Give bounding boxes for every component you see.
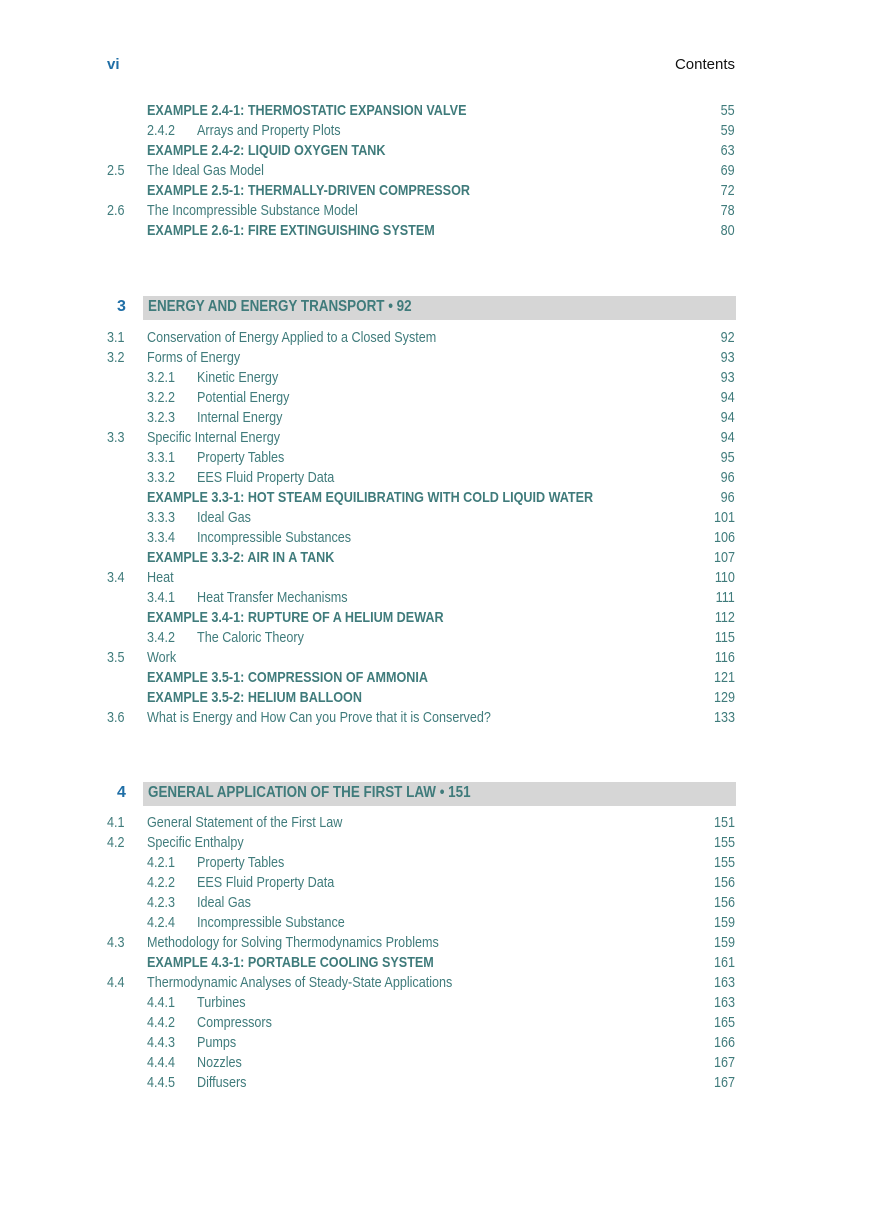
entry-title[interactable]: Incompressible Substances <box>197 529 352 546</box>
entry-title[interactable]: EXAMPLE 2.6-1: FIRE EXTINGUISHING SYSTEM <box>147 222 435 239</box>
entry-page-number: 151 <box>713 814 735 831</box>
entry-page-number: 163 <box>713 994 735 1011</box>
toc-section-entry[interactable] <box>0 813 870 833</box>
toc-section-entry[interactable] <box>0 833 870 853</box>
entry-number: 4.2 <box>107 834 125 851</box>
entry-number: 3.3.2 <box>147 469 176 486</box>
entry-number: 4.2.2 <box>147 874 176 891</box>
entry-page-number: 69 <box>720 162 735 179</box>
chapter-heading[interactable] <box>0 296 870 320</box>
toc-subsection-entry[interactable] <box>0 873 870 893</box>
toc-subsection-entry[interactable] <box>0 1013 870 1033</box>
toc-subsection-entry[interactable] <box>0 1073 870 1093</box>
entry-title[interactable]: EES Fluid Property Data <box>197 874 335 891</box>
entry-number: 3.1 <box>107 329 125 346</box>
entry-title[interactable]: Specific Internal Energy <box>147 429 281 446</box>
entry-title[interactable]: Forms of Energy <box>147 349 241 366</box>
toc-subsection-entry[interactable] <box>0 508 870 528</box>
toc-subsection-entry[interactable] <box>0 408 870 428</box>
entry-page-number: 115 <box>714 629 735 646</box>
entry-page-number: 78 <box>720 202 735 219</box>
entry-number: 4.2.1 <box>147 854 176 871</box>
entry-title[interactable]: EXAMPLE 3.5-1: COMPRESSION OF AMMONIA <box>147 669 428 686</box>
toc-section-entry[interactable] <box>0 933 870 953</box>
entry-page-number: 112 <box>714 609 735 626</box>
toc-example-entry[interactable] <box>0 688 870 708</box>
entry-title[interactable]: EXAMPLE 3.4-1: RUPTURE OF A HELIUM DEWAR <box>147 609 444 626</box>
entry-page-number: 96 <box>720 489 735 506</box>
entry-page-number: 93 <box>720 369 735 386</box>
entry-number: 3.4.1 <box>147 589 176 606</box>
entry-page-number: 94 <box>720 429 735 446</box>
entry-page-number: 63 <box>720 142 735 159</box>
entry-page-number: 116 <box>714 649 735 666</box>
entry-page-number: 106 <box>713 529 735 546</box>
entry-page-number: 95 <box>720 449 735 466</box>
entry-number: 3.4.2 <box>147 629 176 646</box>
entry-title[interactable]: Specific Enthalpy <box>147 834 244 851</box>
entry-title[interactable]: EXAMPLE 4.3-1: PORTABLE COOLING SYSTEM <box>147 954 434 971</box>
toc-subsection-entry[interactable] <box>0 388 870 408</box>
entry-title[interactable]: EXAMPLE 2.4-2: LIQUID OXYGEN TANK <box>147 142 386 159</box>
entry-page-number: 111 <box>715 589 735 606</box>
entry-page-number: 156 <box>713 894 735 911</box>
entry-number: 3.4 <box>107 569 125 586</box>
chapter-number: 3 <box>117 298 126 315</box>
entry-title[interactable]: The Ideal Gas Model <box>147 162 264 179</box>
entry-title[interactable]: General Statement of the First Law <box>147 814 343 831</box>
toc-section-entry[interactable] <box>0 648 870 668</box>
entry-page-number: 166 <box>713 1034 735 1051</box>
toc-subsection-entry[interactable] <box>0 468 870 488</box>
entry-title[interactable]: Heat Transfer Mechanisms <box>197 589 348 606</box>
running-title: Contents <box>674 56 735 73</box>
entry-number: 2.4.2 <box>147 122 176 139</box>
entry-page-number: 155 <box>713 834 735 851</box>
entry-page-number: 107 <box>713 549 735 566</box>
entry-title[interactable]: Arrays and Property Plots <box>197 122 341 139</box>
entry-page-number: 163 <box>713 974 735 991</box>
entry-title[interactable]: Kinetic Energy <box>197 369 279 386</box>
entry-title[interactable]: Internal Energy <box>197 409 283 426</box>
toc-example-entry[interactable] <box>0 608 870 628</box>
toc-subsection-entry[interactable] <box>0 628 870 648</box>
entry-page-number: 156 <box>713 874 735 891</box>
entry-number: 4.3 <box>107 934 125 951</box>
entry-title[interactable]: EES Fluid Property Data <box>197 469 335 486</box>
chapter-heading[interactable] <box>0 782 870 806</box>
toc-subsection-entry[interactable] <box>0 528 870 548</box>
toc-section-entry[interactable] <box>0 973 870 993</box>
chapter-number: 4 <box>117 784 126 801</box>
toc-subsection-entry[interactable] <box>0 448 870 468</box>
toc-example-entry[interactable] <box>0 181 870 201</box>
entry-page-number: 101 <box>713 509 735 526</box>
toc-example-entry[interactable] <box>0 668 870 688</box>
entry-title[interactable]: Thermodynamic Analyses of Steady-State Applications <box>147 974 453 991</box>
entry-title[interactable]: Property Tables <box>197 854 285 871</box>
entry-page-number: 161 <box>713 954 735 971</box>
entry-title[interactable]: EXAMPLE 3.3-2: AIR IN A TANK <box>147 549 335 566</box>
toc-subsection-entry[interactable] <box>0 893 870 913</box>
toc-section-entry[interactable] <box>0 201 870 221</box>
entry-title[interactable]: EXAMPLE 3.5-2: HELIUM BALLOON <box>147 689 362 706</box>
entry-title[interactable]: EXAMPLE 2.5-1: THERMALLY-DRIVEN COMPRESSOR <box>147 182 470 199</box>
entry-number: 3.6 <box>107 709 125 726</box>
toc-section-entry[interactable] <box>0 428 870 448</box>
entry-title[interactable]: Heat <box>147 569 174 586</box>
entry-number: 3.5 <box>107 649 125 666</box>
entry-page-number: 80 <box>720 222 735 239</box>
page-number: vi <box>107 56 120 73</box>
entry-title[interactable]: Potential Energy <box>197 389 290 406</box>
entry-page-number: 129 <box>713 689 735 706</box>
entry-title[interactable]: Methodology for Solving Thermodynamics Problems <box>147 934 439 951</box>
entry-number: 4.4.5 <box>147 1074 176 1091</box>
entry-number: 4.4 <box>107 974 125 991</box>
toc-example-entry[interactable] <box>0 101 870 121</box>
entry-title[interactable]: The Incompressible Substance Model <box>147 202 358 219</box>
entry-page-number: 94 <box>720 409 735 426</box>
toc-example-entry[interactable] <box>0 953 870 973</box>
entry-title[interactable]: Ideal Gas <box>197 894 251 911</box>
entry-number: 3.2.2 <box>147 389 176 406</box>
entry-page-number: 94 <box>720 389 735 406</box>
entry-page-number: 59 <box>720 122 735 139</box>
entry-number: 3.3.4 <box>147 529 176 546</box>
toc-section-entry[interactable] <box>0 328 870 348</box>
toc-section-entry[interactable] <box>0 568 870 588</box>
entry-title[interactable]: Compressors <box>197 1014 272 1031</box>
entry-number: 4.4.2 <box>147 1014 176 1031</box>
entry-number: 3.3.3 <box>147 509 176 526</box>
toc-subsection-entry[interactable] <box>0 1053 870 1073</box>
entry-title[interactable]: What is Energy and How Can you Prove that it is Conserved? <box>147 709 491 726</box>
entry-title[interactable]: Nozzles <box>197 1054 242 1071</box>
entry-number: 4.4.3 <box>147 1034 176 1051</box>
entry-title[interactable]: Turbines <box>197 994 246 1011</box>
toc-subsection-entry[interactable] <box>0 1033 870 1053</box>
entry-title[interactable]: Property Tables <box>197 449 285 466</box>
toc-subsection-entry[interactable] <box>0 121 870 141</box>
entry-number: 4.4.1 <box>147 994 176 1011</box>
chapter-title[interactable]: GENERAL APPLICATION OF THE FIRST LAW • 151 <box>148 784 471 801</box>
entry-number: 4.2.4 <box>147 914 176 931</box>
entry-title[interactable]: EXAMPLE 2.4-1: THERMOSTATIC EXPANSION VALVE <box>147 102 467 119</box>
entry-number: 3.2.3 <box>147 409 176 426</box>
toc-section-entry[interactable] <box>0 348 870 368</box>
entry-page-number: 55 <box>720 102 735 119</box>
entry-page-number: 110 <box>714 569 735 586</box>
entry-title[interactable]: Incompressible Substance <box>197 914 345 931</box>
entry-title[interactable]: Pumps <box>197 1034 237 1051</box>
entry-number: 4.2.3 <box>147 894 176 911</box>
entry-page-number: 96 <box>720 469 735 486</box>
entry-number: 4.1 <box>107 814 125 831</box>
entry-title[interactable]: The Caloric Theory <box>197 629 304 646</box>
chapter-title[interactable]: ENERGY AND ENERGY TRANSPORT • 92 <box>148 298 412 315</box>
entry-number: 3.3.1 <box>147 449 176 466</box>
toc-example-entry[interactable] <box>0 548 870 568</box>
toc-subsection-entry[interactable] <box>0 913 870 933</box>
toc-example-entry[interactable] <box>0 141 870 161</box>
entry-page-number: 92 <box>720 329 735 346</box>
entry-number: 4.4.4 <box>147 1054 176 1071</box>
entry-number: 3.3 <box>107 429 125 446</box>
entry-page-number: 155 <box>713 854 735 871</box>
entry-title[interactable]: EXAMPLE 3.3-1: HOT STEAM EQUILIBRATING WITH COLD LIQUID WATER <box>147 489 594 506</box>
entry-number: 2.6 <box>107 202 125 219</box>
entry-page-number: 167 <box>713 1054 735 1071</box>
entry-title[interactable]: Conservation of Energy Applied to a Closed System <box>147 329 437 346</box>
entry-page-number: 159 <box>713 914 735 931</box>
entry-page-number: 133 <box>713 709 735 726</box>
entry-title[interactable]: Work <box>147 649 177 666</box>
toc-subsection-entry[interactable] <box>0 368 870 388</box>
toc-subsection-entry[interactable] <box>0 588 870 608</box>
toc-section-entry[interactable] <box>0 708 870 728</box>
toc-example-entry[interactable] <box>0 221 870 241</box>
entry-title[interactable]: Diffusers <box>197 1074 247 1091</box>
entry-page-number: 121 <box>713 669 735 686</box>
toc-example-entry[interactable] <box>0 488 870 508</box>
toc-subsection-entry[interactable] <box>0 853 870 873</box>
toc-section-entry[interactable] <box>0 161 870 181</box>
entry-number: 3.2 <box>107 349 125 366</box>
toc-subsection-entry[interactable] <box>0 993 870 1013</box>
entry-page-number: 159 <box>713 934 735 951</box>
entry-number: 3.2.1 <box>147 369 176 386</box>
entry-page-number: 167 <box>713 1074 735 1091</box>
entry-page-number: 165 <box>713 1014 735 1031</box>
entry-page-number: 93 <box>720 349 735 366</box>
entry-title[interactable]: Ideal Gas <box>197 509 251 526</box>
entry-page-number: 72 <box>720 182 735 199</box>
entry-number: 2.5 <box>107 162 125 179</box>
